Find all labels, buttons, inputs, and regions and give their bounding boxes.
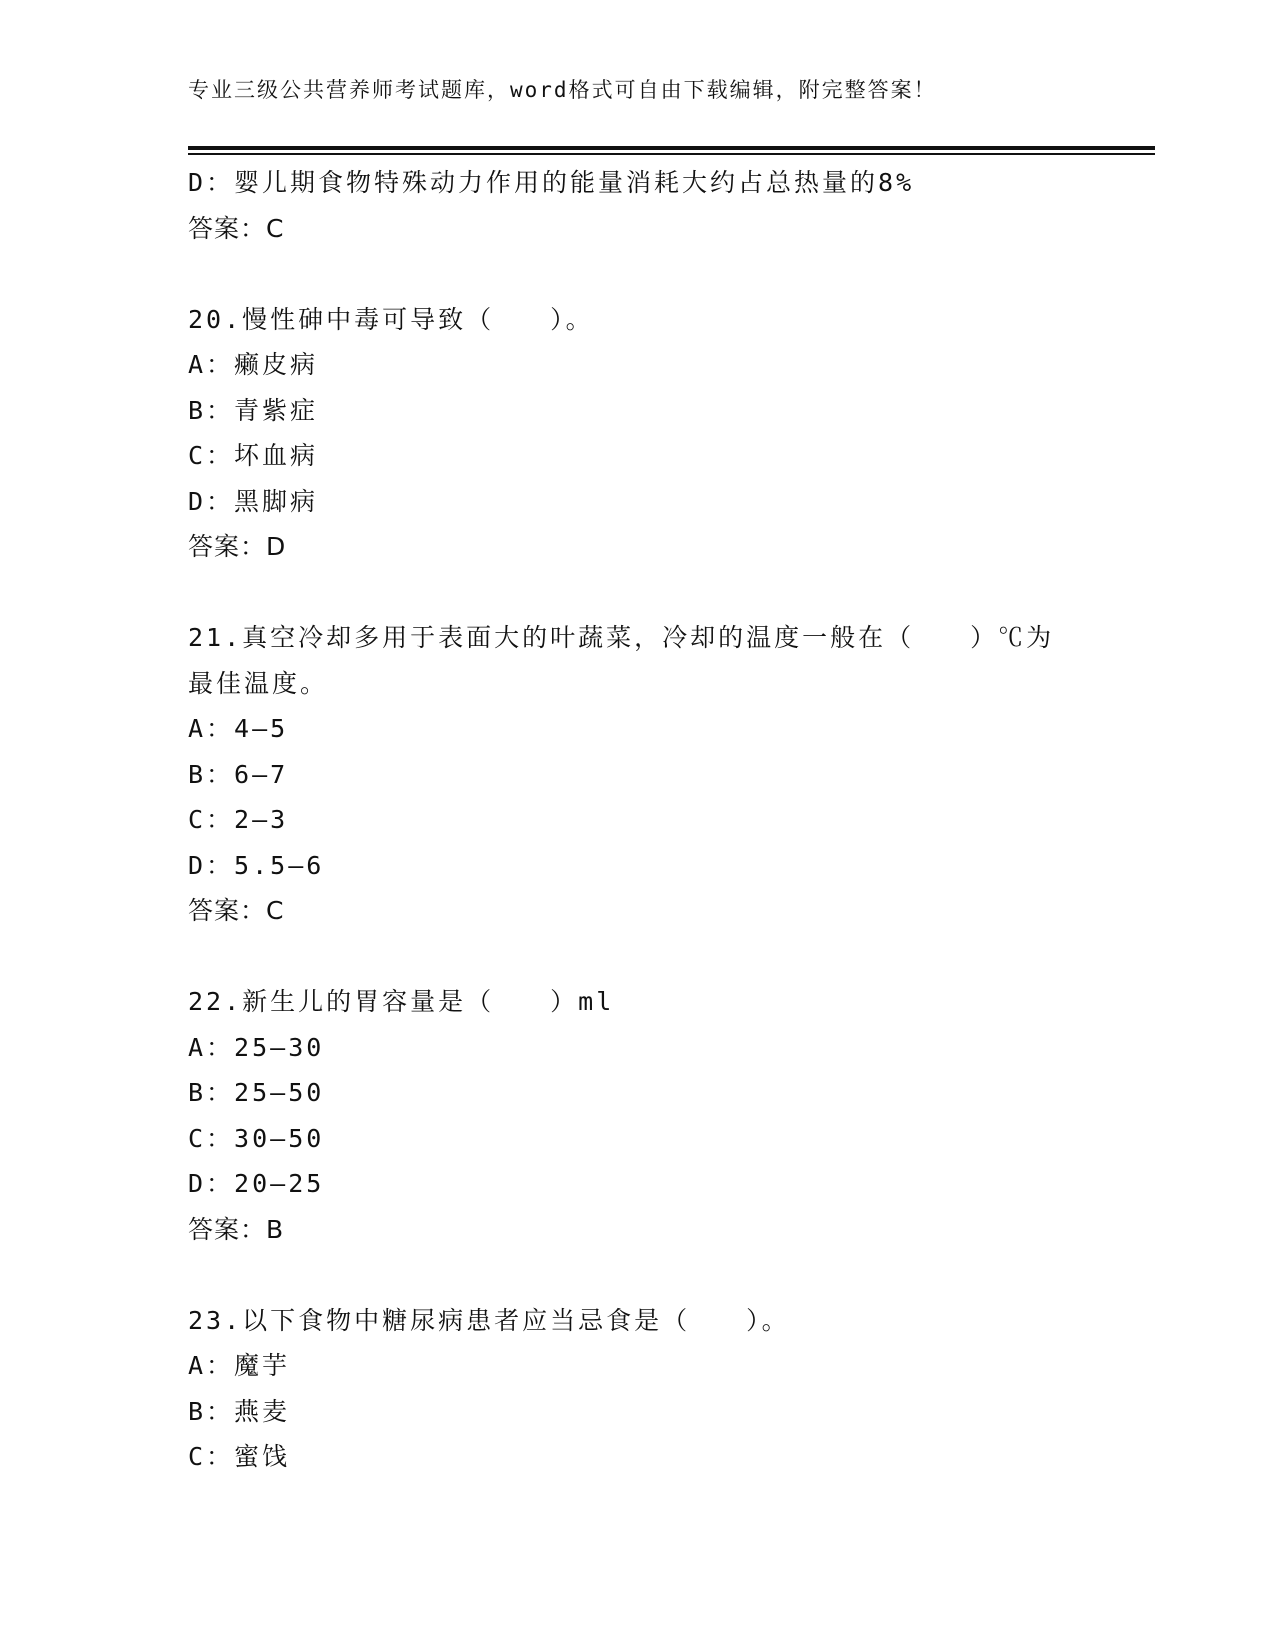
header-rule-thick — [188, 146, 1155, 150]
prev-option-d: D：婴儿期食物特殊动力作用的能量消耗大约占总热量的8% — [188, 168, 915, 197]
option-b: B：6—7 — [188, 759, 289, 789]
page-header: 专业三级公共营养师考试题库，word格式可自由下载编辑，附完整答案！ — [188, 78, 937, 102]
question-stem-line-2: 最佳温度。 — [188, 668, 329, 698]
option-d: D：5.5—6 — [188, 850, 325, 880]
question-20 — [188, 297, 1068, 570]
option-b: B：燕麦 — [188, 1396, 291, 1426]
question-stem: 23.以下食物中糖尿病患者应当忌食是（ ）。 — [188, 1305, 790, 1335]
option-a: A：25—30 — [188, 1032, 325, 1062]
header-rule-thin — [188, 153, 1155, 155]
question-stem: 22.新生儿的胃容量是（ ）ml — [188, 987, 615, 1016]
spacer — [188, 934, 1068, 980]
option-c: C：2—3 — [188, 805, 289, 834]
option-a: A：魔芋 — [188, 1351, 291, 1380]
option-a: A：癞皮病 — [188, 350, 319, 379]
document-body — [188, 160, 1068, 1480]
question-21 — [188, 615, 1068, 934]
question-stem: 20.慢性砷中毒可导致（ ）。 — [188, 304, 594, 334]
option-c: C：蜜饯 — [188, 1442, 291, 1471]
answer: 答案：D — [188, 532, 287, 561]
question-stem-line-1: 21.真空冷却多用于表面大的叶蔬菜，冷却的温度一般在（ ）℃为 — [188, 623, 1055, 652]
question-22 — [188, 979, 1068, 1252]
option-d: D：20—25 — [188, 1169, 325, 1198]
option-c: C：坏血病 — [188, 441, 319, 470]
prev-answer: 答案：C — [188, 213, 285, 243]
answer: 答案：C — [188, 896, 285, 925]
option-a: A：4—5 — [188, 714, 289, 743]
option-d: D：黑脚病 — [188, 486, 319, 516]
answer: 答案：B — [188, 1214, 285, 1244]
option-b: B：25—50 — [188, 1078, 325, 1107]
spacer — [188, 1252, 1068, 1298]
question-23 — [188, 1298, 1068, 1480]
option-b: B：青紫症 — [188, 395, 319, 425]
spacer — [188, 570, 1068, 616]
option-c: C：30—50 — [188, 1123, 325, 1153]
spacer — [188, 251, 1068, 297]
